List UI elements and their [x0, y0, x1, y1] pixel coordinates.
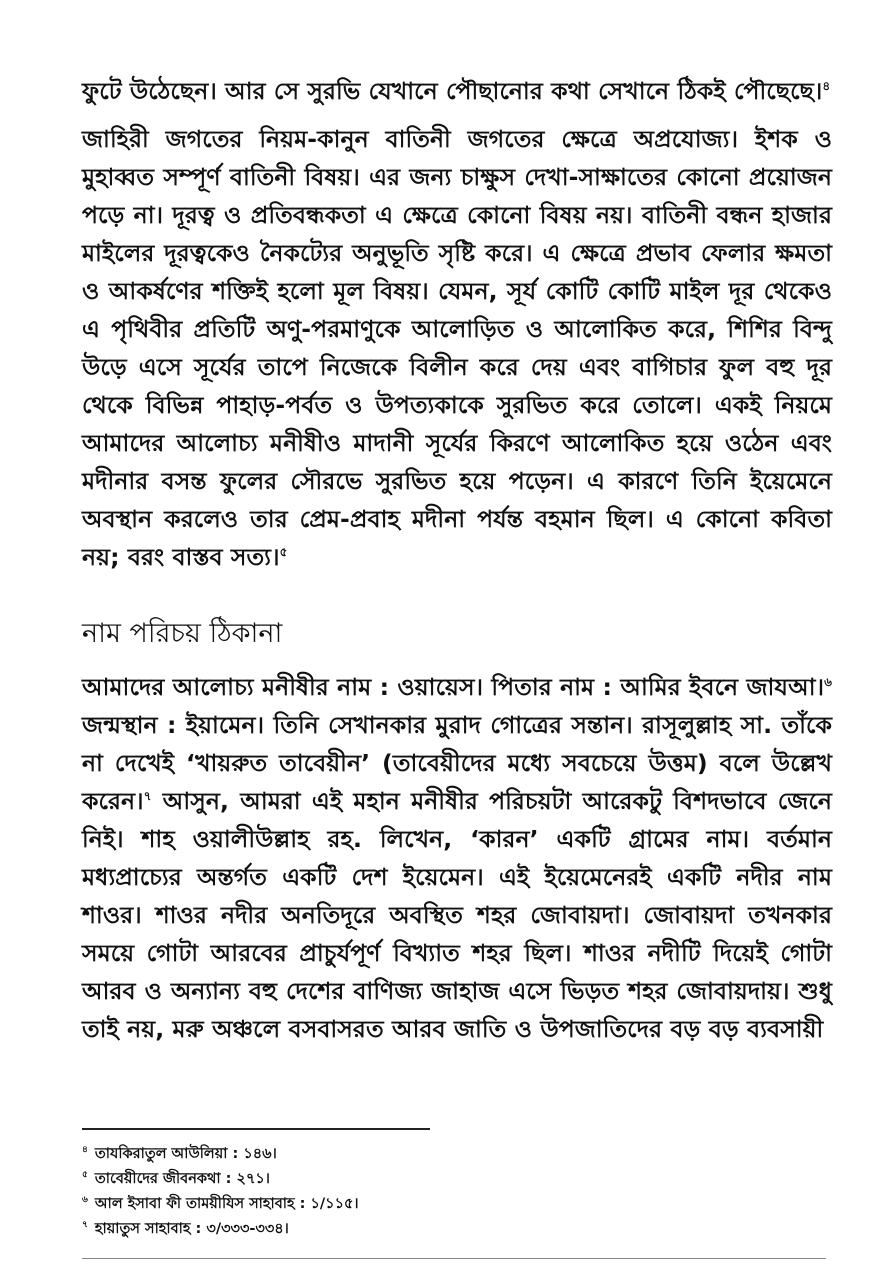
- paragraph-text: জাহিরী জগতের নিয়ম-কানুন বাতিনী জগতের ক্ষেত্রে অপ্রযোজ্য। ইশক ও মুহাব্বত সম্পূর্ণ বাতিনী বিষয়। এর জন্য চাক্ষুস দেখা-সাক্ষাতের কোনো প্রয়োজন পড়ে না। দূরত্ব ও প্রতিবন্ধকতা এ ক্ষেত্রে কোনো বিষয় নয়। বাতিনী বন্ধন হাজার মাইলের দূরত্বকেও নৈকট্যের অনুভূতি সৃষ্টি করে। এ ক্ষেত্রে প্রভাব ফেলার ক্ষমতা ও আকর্ষণের শক্তিই হলো মূল বিষয়। যেমন, সূর্য কোটি কোটি মাইল দূর থেকেও এ পৃথিবীর প্রতিটি অণু-পরমাণুকে আলোড়িত ও আলোকিত করে, শিশির বিন্দু উড়ে এসে সূর্যের তাপে নিজেকে বিলীন করে দেয় এবং বাগিচার ফুল বহু দূর থেকে বিভিন্ন পাহাড়-পর্বত ও উপত্যকাকে সুরভিত করে তোলে। একই নিয়মে আমাদের আলোচ্য মনীষীও মাদানী সূর্যের কিরণে আলোকিত হয়ে ওঠেন এবং মদীনার বসন্ত ফুলের সৌরভে সুরভিত হয়ে পড়েন। এ কারণে তিনি ইয়েমেনে অবস্থান করলেও তার প্রেম-প্রবাহ মদীনা পর্যন্ত বহমান ছিল। এ কোনো কবিতা নয়; বরং বাস্তব সত্য।: [82, 125, 832, 571]
- footnote-ref: ৭: [143, 789, 152, 804]
- paragraph-name-intro: [82, 668, 832, 1048]
- footnote-item: [82, 1167, 782, 1192]
- footnote-text: তাযকিরাতুল আউলিয়া : ১৪৬।: [94, 1146, 277, 1162]
- page-bottom-rule: [82, 1258, 826, 1259]
- paragraph-text: আমাদের আলোচ্য মনীষীর নাম : ওয়ায়েস। পিতার নাম : আমির ইবনে জাযআ।: [82, 673, 825, 701]
- footnote-number: ৫: [82, 1170, 88, 1181]
- footnote-item: [82, 1217, 782, 1242]
- footnote-ref: ৪: [822, 79, 831, 94]
- footnote-number: ৬: [82, 1195, 88, 1206]
- page-body: [82, 72, 832, 1048]
- paragraph-batini: [82, 120, 832, 576]
- footnote-list: [82, 1142, 782, 1242]
- footnote-number: ৪: [82, 1145, 88, 1156]
- footnote-ref: ৫: [279, 545, 288, 560]
- footnote-text: তাবেয়ীদের জীবনকথা : ২৭১।: [94, 1171, 270, 1187]
- paragraph-text: জন্মস্থান : ইয়ামেন। তিনি সেখানকার মুরাদ গোত্রের সন্তান। রাসূলুল্লাহ সা. তাঁকে না দেখেই ‘খায়রুত তাবেয়ীন’ (তাবেয়ীদের মধ্যে সবচেয়ে উত্তম) বলে উল্লেখ করেন।: [82, 711, 832, 815]
- footnote-text: আল ইসাবা ফী তাময়ীযিস সাহাবাহ : ১/১১৫।: [94, 1196, 359, 1212]
- paragraph-text: আসুন, আমরা এই মহান মনীষীর পরিচয়টা আরেকটু বিশদভাবে জেনে নিই। শাহ ওয়ালীউল্লাহ রহ. লিখেন, ‘কারন’ একটি গ্রামের নাম। বর্তমান মধ্যপ্রাচ্যের অন্তর্গত একটি দেশ ইয়েমেন। এই ইয়েমেনেরই একটি নদীর নাম শাওর। শাওর নদীর অনতিদূরে অবস্থিত শহর জোবায়দা। জোবায়দা তখনকার সময়ে গোটা আরবের প্রাচুর্যপূর্ণ বিখ্যাত শহর ছিল। শাওর নদীটি দিয়েই গোটা আরব ও অন্যান্য বহু দেশের বাণিজ্য জাহাজ এসে ভিড়ত শহর জোবায়দায়। শুধু তাই নয়, মরু অঞ্চলে বসবাসরত আরব জাতি ও উপজাতিদের বড় বড় ব্যবসায়ী: [82, 787, 832, 1043]
- footnote-ref: ৬: [824, 675, 832, 690]
- footnote-divider: [82, 1128, 430, 1130]
- footnote-item: [82, 1142, 782, 1167]
- footnote-number: ৭: [82, 1220, 88, 1231]
- paragraph-continuation: [82, 72, 832, 110]
- footnote-item: [82, 1192, 782, 1217]
- footnote-text: হায়াতুস সাহাবাহ : ৩/৩৩৩-৩৩৪।: [94, 1221, 289, 1237]
- paragraph-text: ফুটে উঠেছেন। আর সে সুরভি যেখানে পৌছানোর কথা সেখানে ঠিকই পৌছেছে।: [82, 77, 823, 105]
- section-heading: নাম পরিচয় ঠিকানা: [82, 618, 283, 649]
